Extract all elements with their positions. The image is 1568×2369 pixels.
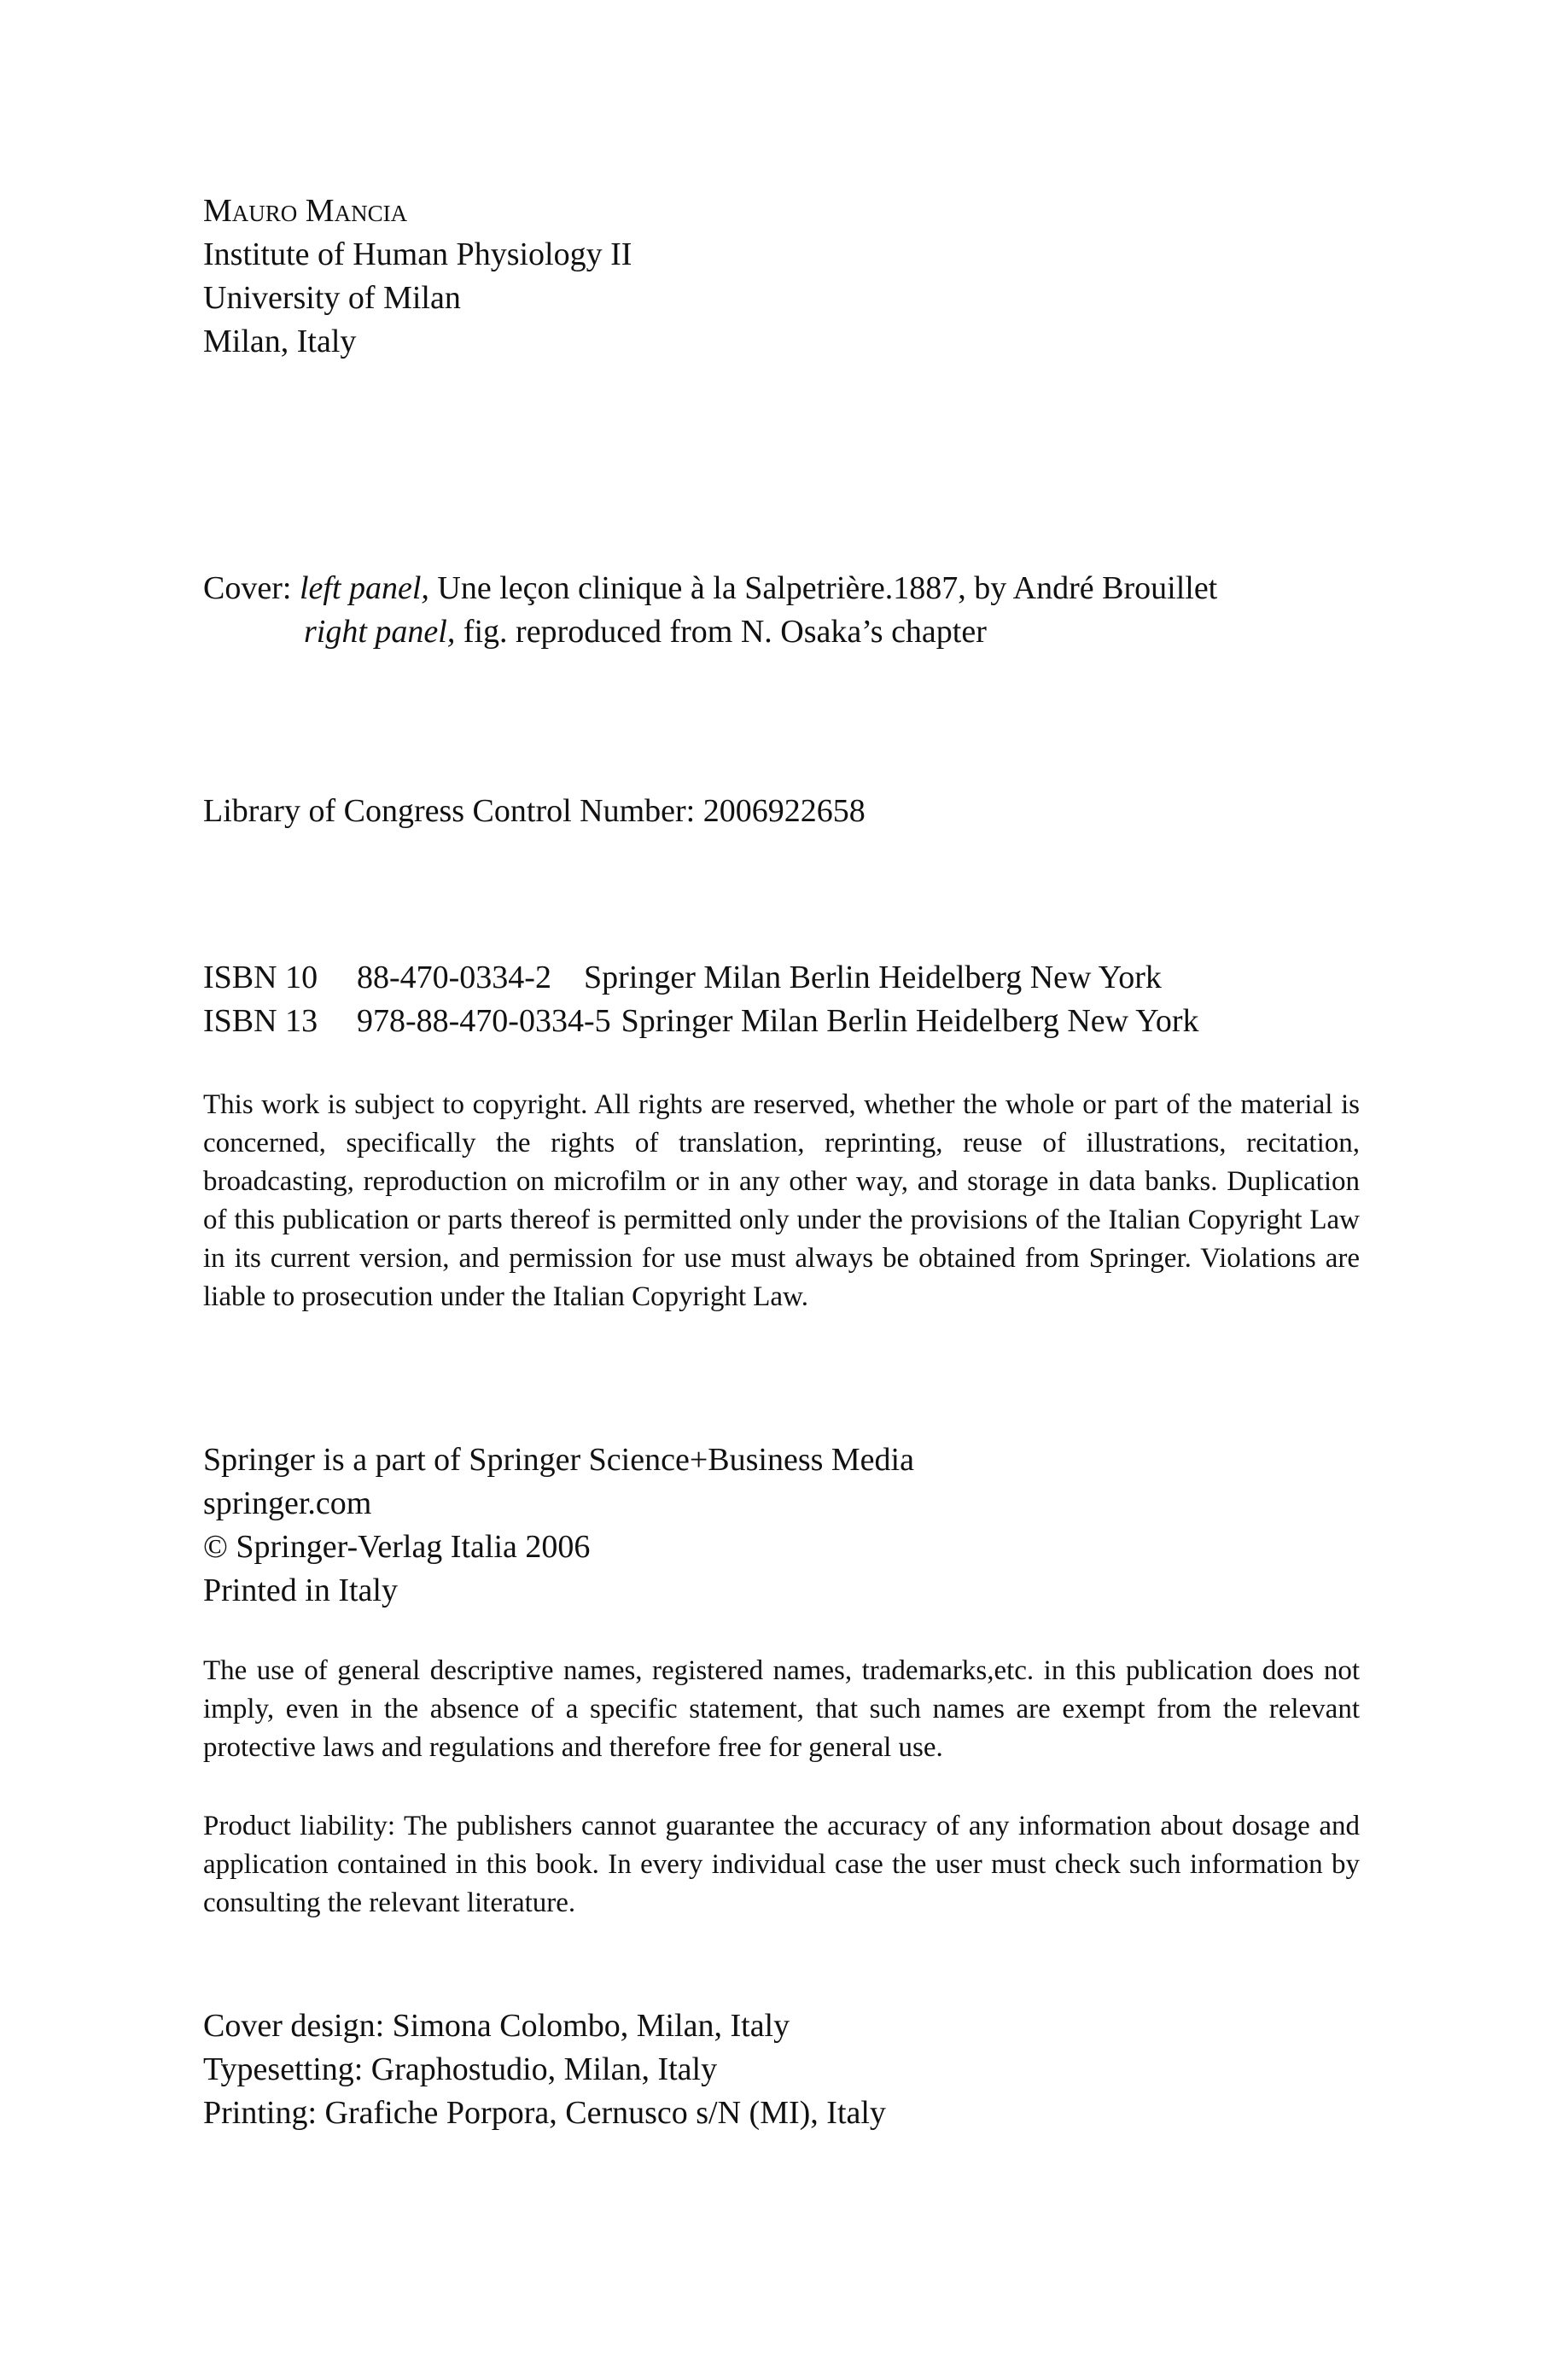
isbn-number: 978-88-470-0334-5 xyxy=(357,1003,611,1039)
cover-design-credit: Cover design: Simona Colombo, Milan, Italy xyxy=(203,2008,790,2044)
cover-left-text: Une leçon clinique à la Salpetrière.1887, by André Brouillet xyxy=(437,570,1218,606)
isbn-label: ISBN 10 xyxy=(203,960,318,995)
cover-right-label: right panel, xyxy=(304,614,456,650)
isbn-block xyxy=(203,956,1199,1043)
copyright-notice: This work is subject to copyright. All rights are reserved, whether the whole or part of the material is concerned, specifically the rights of translation, reprinting, reuse of illustrations, recitation, broadcasting, reproduction on microfilm or in any other way, and storage in data banks. Duplication of this publication or parts thereof is permitted only under the provisions of the Italian Copyright Law in its current version, and permission for use must always be obtained from Springer. Violations are liable to prosecution under the Italian Copyright Law. xyxy=(203,1089,1360,1312)
author-name: Mauro Mancia xyxy=(203,193,408,229)
cover-credit xyxy=(203,567,1217,654)
production-credits xyxy=(203,2004,886,2135)
publisher-parent: Springer is a part of Springer Science+Business Media xyxy=(203,1442,914,1478)
author-institute: Institute of Human Physiology II xyxy=(203,236,632,272)
author-block xyxy=(203,190,632,364)
printed-in: Printed in Italy xyxy=(203,1573,398,1608)
publisher-info xyxy=(203,1438,914,1613)
cover-label: Cover: xyxy=(203,570,292,606)
isbn-publisher: Springer Milan Berlin Heidelberg New York xyxy=(584,960,1162,995)
printing-credit: Printing: Grafiche Porpora, Cernusco s/N (MI), Italy xyxy=(203,2095,886,2131)
liability-notice: Product liability: The publishers cannot guarantee the accuracy of any information about dosage and application contained in this book. In every individual case the user must check such information by consulting the relevant literature. xyxy=(203,1811,1360,1918)
isbn-label: ISBN 13 xyxy=(203,1003,318,1039)
loc-block xyxy=(203,790,866,833)
cover-right-text: fig. reproduced from N. Osaka’s chapter xyxy=(463,614,987,650)
author-university: University of Milan xyxy=(203,280,461,316)
loc-control-number: Library of Congress Control Number: 2006922658 xyxy=(203,793,866,829)
isbn-publisher: Springer Milan Berlin Heidelberg New York xyxy=(621,1003,1199,1039)
isbn-row-13 xyxy=(203,1000,1199,1043)
publisher-website: springer.com xyxy=(203,1485,372,1521)
cover-left-line xyxy=(203,567,1217,610)
cover-left-label: left panel, xyxy=(299,570,429,606)
typesetting-credit: Typesetting: Graphostudio, Milan, Italy xyxy=(203,2051,718,2087)
isbn-number: 88-470-0334-2 xyxy=(357,960,551,995)
names-notice: The use of general descriptive names, registered names, trademarks,etc. in this publication does not imply, even in the absence of a specific statement, that such names are exempt from the relevant protective laws and regulations and therefore free for general use. xyxy=(203,1655,1360,1763)
isbn-row-10 xyxy=(203,956,1199,1000)
author-city: Milan, Italy xyxy=(203,324,357,359)
cover-right-line xyxy=(203,610,1217,654)
copyright-line: © Springer-Verlag Italia 2006 xyxy=(203,1529,591,1565)
